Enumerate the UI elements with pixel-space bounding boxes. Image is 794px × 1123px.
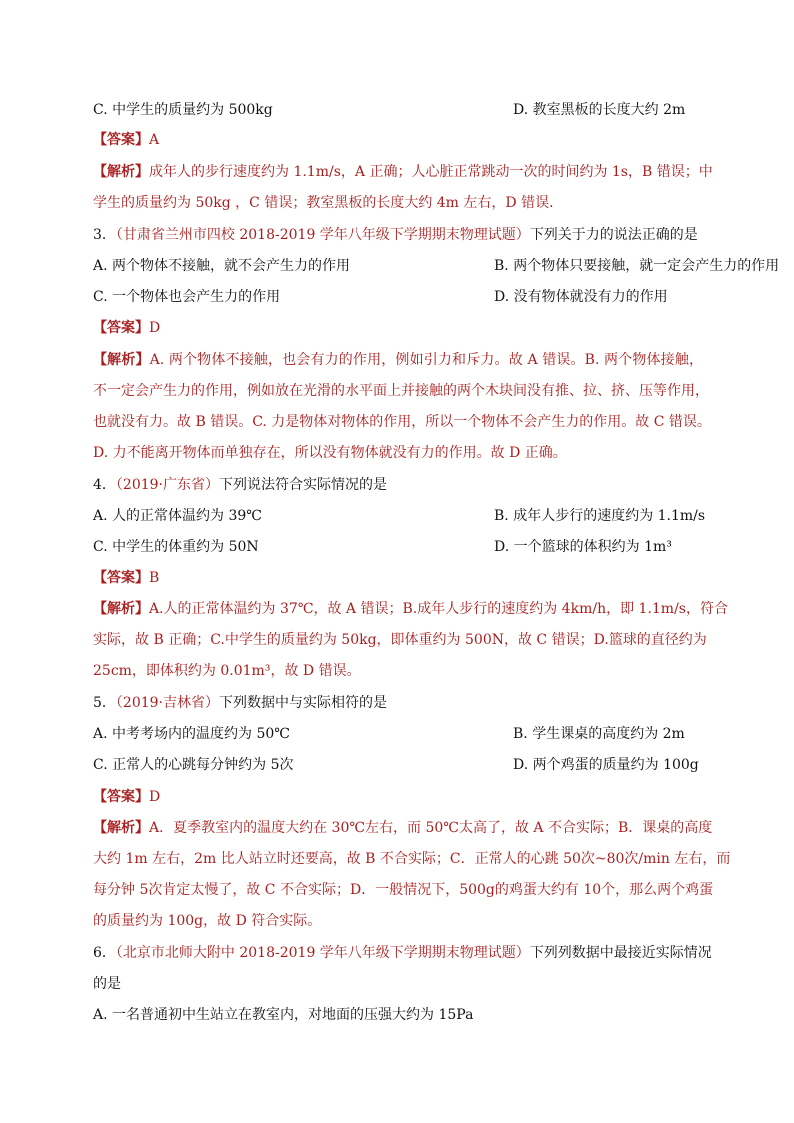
q3-analysis-line-3: 也就没有力。故 B 错误。C. 力是物体对物体的作用，所以一个物体不会产生力的作用。故 C 错误。	[93, 414, 711, 430]
q3-option-a: A. 两个物体不接触，就不会产生力的作用	[93, 258, 351, 274]
answer-value: D	[149, 789, 161, 805]
q3-stem	[93, 225, 703, 245]
q2-options-cd	[93, 100, 703, 120]
q5-stem	[93, 693, 703, 713]
answer-value: D	[149, 320, 161, 336]
answer-tag: 【答案】	[93, 789, 149, 805]
q5-analysis-line-4: 的质量约为 100g，故 D 符合实际。	[93, 913, 322, 929]
analysis-tag: 【解析】	[93, 601, 149, 617]
analysis-tag: 【解析】	[93, 352, 150, 368]
question-number: 4．	[93, 477, 116, 493]
q4-analysis-line-3: 25cm，即体积约为 0.01m³，故 D 错误。	[93, 663, 361, 679]
question-number: 6．	[93, 945, 116, 961]
q4-analysis-line-1: 【解析】A.人的正常体温约为 37℃，故 A 错误；B.成年人步行的速度约为 4km/h，即 1.1m/s，符合	[93, 601, 728, 617]
q4-option-a: A. 人的正常体温约为 39℃	[93, 508, 262, 524]
q2-analysis-line-2: 学生的质量约为 50kg ，C 错误；教室黑板的长度大约 4m 左右，D 错误．	[93, 195, 564, 211]
question-number: 5．	[93, 695, 116, 711]
q5-answer	[93, 787, 703, 807]
question-source: （2019·吉林省）	[115, 695, 220, 711]
q2-answer	[93, 130, 703, 150]
q3-analysis-line-1: 【解析】A. 两个物体不接触，也会有力的作用，例如引力和斥力。故 A 错误。B. 两个物体接触，	[93, 352, 703, 368]
q5-option-c: C. 正常人的心跳每分钟约为 5次	[93, 757, 294, 773]
q4-option-c: C. 中学生的体重约为 50N	[93, 539, 259, 555]
q4-option-d: D. 一个篮球的体积约为 1m³	[494, 539, 672, 555]
question-text: 下列关于力的说法正确的是	[529, 227, 698, 243]
question-number: 3．	[93, 227, 116, 243]
q6-stem	[93, 943, 712, 963]
q3-option-d: D. 没有物体就没有力的作用	[494, 289, 668, 305]
q5-analysis-line-3: 每分钟 5次肯定太慢了，故 C 不合实际；D．一般情况下，500g的鸡蛋大约有 10个，那么两个鸡蛋	[93, 882, 714, 898]
q4-options-ab	[93, 506, 706, 526]
q6-option-a: A. 一名普通初中生站立在教室内，对地面的压强大约为 15Pa	[93, 1007, 474, 1023]
q5-analysis-line-2: 大约 1m 左右，2m 比人站立时还要高，故 B 不合实际；C．正常人的心跳 50次~80次/min 左右，而	[93, 851, 731, 867]
q3-option-c: C. 一个物体也会产生力的作用	[93, 289, 281, 305]
q2-option-d: D. 教室黑板的长度大约 2m	[513, 102, 686, 118]
q2-analysis-line-1: 【解析】成年人的步行速度约为 1.1m/s，A 正确；人心脏正常跳动一次的时间约为 1s，B 错误；中	[93, 164, 713, 180]
question-text: 下列说法符合实际情况的是	[219, 477, 388, 493]
q4-option-b: B. 成年人步行的速度约为 1.1m/s	[494, 508, 706, 524]
q5-option-b: B. 学生课桌的高度约为 2m	[513, 726, 685, 742]
question-source: （2019·广东省）	[115, 477, 220, 493]
answer-value: B	[149, 570, 160, 586]
q3-options-cd	[93, 287, 703, 307]
q5-option-d: D. 两个鸡蛋的质量约为 100g	[513, 757, 699, 773]
q3-answer	[93, 318, 703, 338]
q3-analysis-line-4: D. 力不能离开物体而单独存在，所以没有物体就没有力的作用。故 D 正确。	[93, 445, 567, 461]
answer-tag: 【答案】	[93, 570, 149, 586]
q3-analysis-line-2: 不一定会产生力的作用，例如放在光滑的水平面上并接触的两个木块间没有推、拉、挤、压等作用，	[93, 383, 709, 399]
q2-option-c: C. 中学生的质量约为 500kg	[93, 102, 273, 118]
answer-tag: 【答案】	[93, 132, 149, 148]
q5-options-ab	[93, 724, 703, 744]
q5-analysis-line-1: 【解析】A．夏季教室内的温度大约在 30℃左右，而 50℃太高了，故 A 不合实际；B．课桌的高度	[93, 820, 713, 836]
q6-stem-cont: 的是	[93, 976, 121, 992]
analysis-tag: 【解析】	[93, 820, 149, 836]
answer-value: A	[149, 132, 160, 148]
question-source: （北京市北师大附中 2018-2019 学年八年级下学期期末物理试题）	[115, 945, 530, 961]
q4-stem	[93, 475, 703, 495]
q3-option-b: B. 两个物体只要接触，就一定会产生力的作用	[494, 258, 780, 274]
analysis-tag: 【解析】	[93, 164, 149, 180]
question-source: （甘肃省兰州市四校 2018-2019 学年八年级下学期期末物理试题）	[115, 227, 530, 243]
q5-options-cd	[93, 755, 703, 775]
q4-analysis-line-2: 实际，故 B 正确；C.中学生的质量约为 50kg，即体重约为 500N，故 C 错误；D.篮球的直径约为	[93, 632, 707, 648]
q4-options-cd	[93, 537, 703, 557]
question-text: 下列数据中与实际相符的是	[219, 695, 388, 711]
q5-option-a: A. 中考考场内的温度约为 50℃	[93, 726, 290, 742]
q4-answer	[93, 568, 703, 588]
answer-tag: 【答案】	[93, 320, 149, 336]
q3-options-ab	[93, 256, 780, 276]
question-text: 下列列数据中最接近实际情况	[529, 945, 712, 961]
